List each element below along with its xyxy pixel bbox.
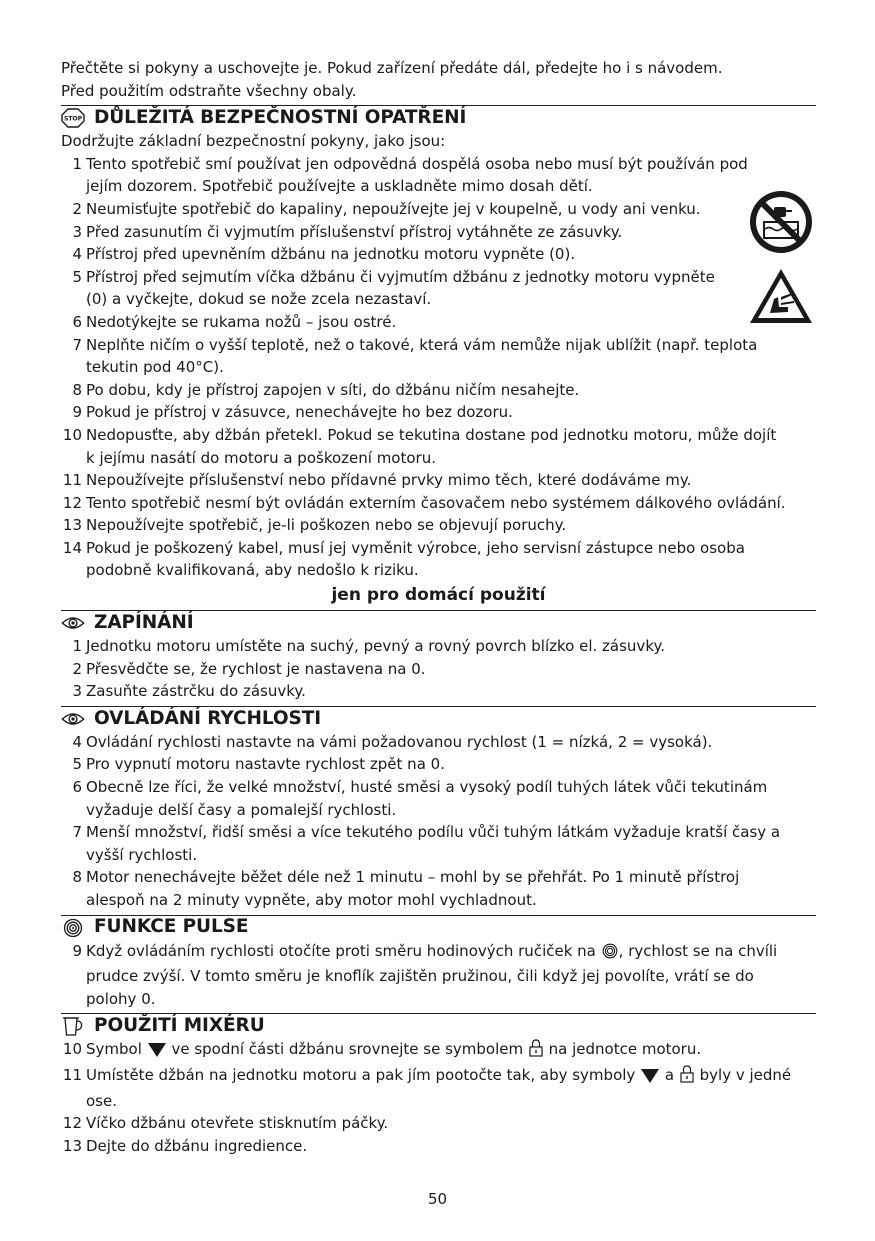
item-text: Tento spotřebič nesmí být ovládán externím časovačem nebo systémem dálkového ovládání. — [86, 493, 786, 512]
item-number: 11 — [62, 471, 82, 490]
intro-line: Přečtěte si pokyny a uschovejte je. Pokud zařízení předáte dál, předejte ho i s návodem. — [61, 59, 723, 77]
section-heading-speed — [61, 706, 816, 731]
item-text: jejím dozorem. Spotřebič používejte a uskladněte mimo dosah dětí. — [86, 177, 593, 196]
section-heading-safety — [61, 105, 816, 130]
item-number: 13 — [62, 516, 82, 535]
item-text: tekutin pod 40°C). — [86, 358, 224, 377]
domestic-use-note: jen pro domácí použití — [331, 585, 546, 606]
item-number: 13 — [62, 1136, 82, 1155]
item-text: vyžaduje delší časy a pomalejší rychlosti. — [86, 800, 397, 819]
item-text: alespoň na 2 minuty vypněte, aby motor mohl vychladnout. — [86, 891, 537, 909]
list-item — [61, 514, 816, 537]
item-number: 5 — [72, 267, 82, 286]
section-heading-switch-on — [61, 610, 816, 635]
item-number: 9 — [72, 403, 82, 422]
list-item — [61, 1135, 816, 1158]
item-text: byly v jedné — [699, 1065, 792, 1084]
item-text: Po dobu, kdy je přístroj zapojen v síti, do džbánu ničím nesahejte. — [86, 380, 580, 399]
item-number: 10 — [62, 425, 82, 444]
list-item — [61, 311, 816, 334]
list-item — [61, 821, 816, 866]
list-item — [61, 153, 816, 198]
section-title: FUNKCE PULSE — [94, 916, 249, 938]
list-item — [61, 243, 816, 266]
speed-list — [61, 731, 816, 912]
switch-on-list — [61, 635, 816, 703]
safety-lead: Dodržujte základní bezpečnostní pokyny, jako jsou: — [61, 132, 446, 151]
item-number: 14 — [62, 538, 82, 557]
list-item — [61, 266, 816, 311]
list-item — [61, 198, 816, 221]
item-text: Ovládání rychlosti nastavte na vámi požadovanou rychlost (1 = nízká, 2 = vysoká). — [86, 732, 713, 751]
item-text: Přesvědčte se, že rychlost je nastavena na 0. — [86, 659, 426, 678]
item-text: Neumisťujte spotřebič do kapaliny, nepoužívejte jej v koupelně, u vody ani venku. — [86, 199, 701, 218]
item-text: Nepoužívejte spotřebič, je-li poškozen nebo se objevují poruchy. — [86, 516, 567, 535]
section-title: OVLÁDÁNÍ RYCHLOSTI — [94, 707, 322, 729]
pulse-spiral-icon — [61, 918, 85, 938]
triangle-down-icon — [148, 1041, 166, 1064]
list-item — [61, 492, 816, 515]
section-title: DŮLEŽITÁ BEZPEČNOSTNÍ OPATŘENÍ — [94, 106, 467, 128]
item-number: 8 — [72, 380, 82, 399]
item-number: 12 — [62, 493, 82, 512]
item-text: podobně kvalifikovaná, aby nedošlo k riziku. — [86, 561, 419, 580]
sharp-blades-warning-icon — [748, 267, 814, 325]
section-title: POUŽITÍ MIXÉRU — [94, 1015, 265, 1037]
no-water-immersion-icon — [748, 189, 814, 255]
item-text: Přístroj před sejmutím víčka džbánu či vyjmutím džbánu z jednotky motoru vypněte — [86, 267, 715, 286]
item-number: 1 — [72, 154, 82, 173]
item-text: Neplňte ničím o vyšší teplotě, než o takové, která vám nemůže nijak ublížit (např. teplota — [86, 335, 758, 354]
pulse-spiral-icon — [602, 943, 618, 966]
triangle-down-icon — [641, 1067, 659, 1090]
list-item — [61, 401, 816, 424]
lock-icon — [529, 1039, 543, 1064]
item-text: a — [664, 1065, 675, 1084]
item-text: Před zasunutím či vyjmutím příslušenství přístroj vytáhněte ze zásuvky. — [86, 222, 623, 241]
list-item — [61, 334, 816, 379]
list-item — [61, 753, 816, 776]
section-heading-pulse — [61, 915, 816, 940]
item-number: 3 — [72, 682, 82, 701]
item-text: Pro vypnutí motoru nastavte rychlost zpět na 0. — [86, 755, 445, 774]
intro-line: Před použitím odstraňte všechny obaly. — [61, 81, 357, 100]
item-text: prudce zvýší. V tomto směru je knoflík zajištěn pružinou, čili když jej povolíte, vrátí se do — [86, 967, 754, 986]
item-number: 5 — [72, 755, 82, 774]
eye-icon — [61, 613, 85, 633]
item-text: na jednotce motoru. — [548, 1040, 702, 1059]
list-item — [61, 537, 816, 582]
warning-icons — [748, 189, 816, 337]
item-number: 8 — [72, 868, 82, 887]
item-text: Jednotku motoru umístěte na suchý, pevný a rovný povrch blízko el. zásuvky. — [86, 637, 665, 656]
list-item — [61, 658, 816, 681]
section-heading-mixer — [61, 1013, 816, 1038]
item-text: Tento spotřebič smí používat jen odpovědná dospělá osoba nebo musí být používán pod — [86, 154, 748, 173]
intro — [61, 57, 816, 102]
list-item — [61, 469, 816, 492]
list-item — [61, 940, 816, 1011]
page-number: 50 — [427, 1190, 448, 1208]
item-text: , rychlost se na chvíli — [618, 941, 778, 960]
item-number: 2 — [72, 199, 82, 218]
item-number: 6 — [72, 312, 82, 331]
item-text: polohy 0. — [86, 989, 156, 1008]
item-text: Dejte do džbánu ingredience. — [86, 1136, 308, 1155]
item-text: Nedotýkejte se rukama nožů – jsou ostré. — [86, 312, 397, 331]
list-item — [61, 1038, 816, 1064]
section-title: ZAPÍNÁNÍ — [94, 611, 194, 633]
item-text: Nepoužívejte příslušenství nebo přídavné prvky mimo těch, které dodáváme my. — [86, 471, 692, 490]
list-item — [61, 776, 816, 821]
item-number: 4 — [72, 732, 82, 751]
item-number: 12 — [62, 1114, 82, 1133]
list-item — [61, 424, 816, 469]
safety-list — [61, 153, 816, 582]
list-item — [61, 221, 816, 244]
item-text: vyšší rychlosti. — [86, 845, 198, 864]
item-number: 4 — [72, 245, 82, 264]
list-item — [61, 866, 816, 911]
mixer-list — [61, 1112, 816, 1157]
item-number: 10 — [62, 1040, 82, 1059]
item-text: k jejímu nasátí do motoru a poškození motoru. — [86, 448, 436, 467]
list-item — [61, 731, 816, 754]
item-number: 1 — [72, 637, 82, 656]
item-text: Když ovládáním rychlosti otočíte proti směru hodinových ručiček na — [86, 941, 596, 960]
list-item — [61, 680, 816, 703]
item-text: Víčko džbánu otevřete stisknutím páčky. — [86, 1114, 389, 1133]
item-text: Nedopusťte, aby džbán přetekl. Pokud se tekutina dostane pod jednotku motoru, může dojít — [86, 425, 777, 444]
svg-text:STOP: STOP — [63, 115, 83, 123]
list-item — [61, 379, 816, 402]
item-text: ose. — [86, 1091, 117, 1110]
item-number: 6 — [72, 778, 82, 797]
item-number: 7 — [72, 823, 82, 842]
list-item — [61, 1064, 816, 1112]
jug-icon — [61, 1016, 85, 1036]
item-text: Zasuňte zástrčku do zásuvky. — [86, 682, 306, 701]
manual-page — [61, 57, 816, 1157]
stop-icon — [61, 108, 85, 128]
item-text: Pokud je přístroj v zásuvce, nenechávejte ho bez dozoru. — [86, 403, 513, 422]
item-text: Přístroj před upevněním džbánu na jednotku motoru vypněte (0). — [86, 245, 576, 264]
item-number: 11 — [62, 1065, 82, 1084]
item-text: Obecně lze říci, že velké množství, husté směsi a vysoký podíl tuhých látek vůči tekutinám — [86, 778, 768, 797]
item-number: 3 — [72, 222, 82, 241]
item-text: Umístěte džbán na jednotku motoru a pak jím pootočte tak, aby symboly — [86, 1065, 636, 1084]
item-text: Menší množství, řidší směsi a více tekutého podílu vůči tuhým látkám vyžaduje kratší časy a — [86, 823, 781, 842]
list-item — [61, 1112, 816, 1135]
item-number: 9 — [72, 941, 82, 960]
list-item — [61, 635, 816, 658]
item-text: Symbol — [86, 1040, 142, 1059]
item-text: Pokud je poškozený kabel, musí jej vyměnit výrobce, jeho servisní zástupce nebo osoba — [86, 538, 745, 557]
item-number: 7 — [72, 335, 82, 354]
eye-icon — [61, 709, 85, 729]
lock-icon — [680, 1065, 694, 1090]
item-text: Motor nenechávejte běžet déle než 1 minutu – mohl by se přehřát. Po 1 minutě přístroj — [86, 868, 740, 887]
item-text: (0) a vyčkejte, dokud se nože zcela nezastaví. — [86, 290, 432, 309]
item-text: ve spodní části džbánu srovnejte se symbolem — [171, 1040, 524, 1059]
item-number: 2 — [72, 659, 82, 678]
